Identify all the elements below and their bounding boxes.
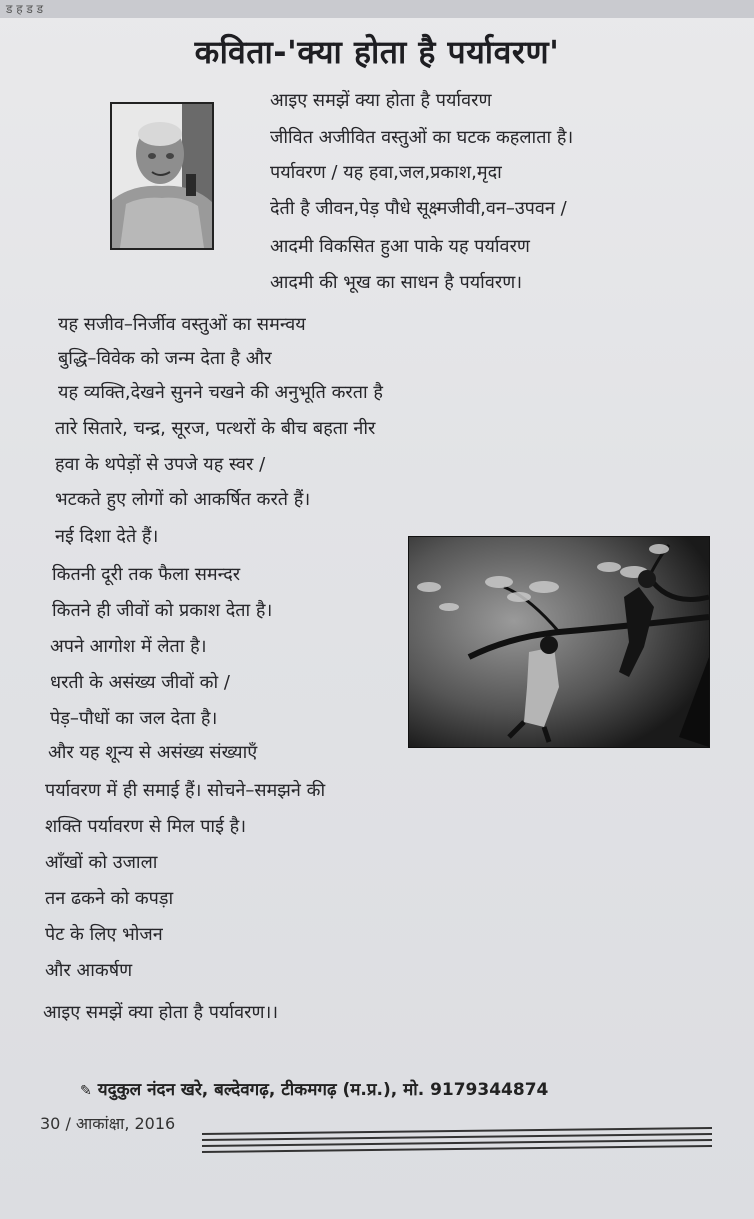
poem-line: अपने आगोश में लेता है। (50, 636, 207, 657)
footer-decorative-rules (202, 1126, 712, 1166)
children-on-tree-photo (408, 536, 710, 748)
poem-line: पेट के लिए भोजन (45, 924, 163, 945)
author-portrait (110, 102, 214, 250)
author-credit-text: यदुकुल नंदन खरे, बल्देवगढ़, टीकमगढ़ (म.प्र.), मो. 9179344874 (97, 1080, 549, 1100)
poem-line: आइए समझें क्या होता है पर्यावरण।। (43, 1002, 279, 1023)
previous-page-edge (0, 0, 754, 18)
tree-illustration (409, 537, 709, 747)
poem-line: पेड़–पौधों का जल देता है। (50, 708, 218, 729)
poem-line: आँखों को उजाला (45, 852, 158, 873)
header-strip-text: ड ह ड ड (6, 2, 44, 16)
poem-line: तारे सितारे, चन्द्र, सूरज, पत्थरों के बीच बहता नीर (55, 418, 376, 439)
poem-line: धरती के असंख्य जीवों को / (50, 672, 230, 693)
pen-icon: ✎ (80, 1083, 92, 1099)
poem-line: पर्यावरण / यह हवा,जल,प्रकाश,मृदा (270, 162, 502, 183)
poem-line: जीवित अजीवित वस्तुओं का घटक कहलाता है। (270, 127, 574, 148)
poem-line: पर्यावरण में ही समाई हैं। सोचने–समझने की (45, 780, 326, 801)
poem-line: और आकर्षण (45, 960, 133, 981)
poem-line: भटकते हुए लोगों को आकर्षित करते हैं। (55, 489, 311, 510)
page-footer: 30 / आकांक्षा, 2016 (40, 1114, 176, 1133)
poem-line: बुद्धि–विवेक को जन्म देता है और (58, 348, 272, 369)
poem-line: कितनी दूरी तक फैला समन्दर (52, 564, 241, 585)
poem-line: तन ढकने को कपड़ा (45, 888, 174, 909)
poem-line: आइए समझें क्या होता है पर्यावरण (270, 90, 492, 111)
poem-line: आदमी की भूख का साधन है पर्यावरण। (270, 272, 523, 293)
author-credit (80, 1077, 548, 1100)
poem-line: यह व्यक्ति,देखने सुनने चखने की अनुभूति करता है (58, 382, 383, 403)
poem-line: देती है जीवन,पेड़ पौधे सूक्ष्मजीवी,वन–उपवन / (270, 198, 567, 219)
poem-line: आदमी विकसित हुआ पाके यह पर्यावरण (270, 236, 530, 257)
poem-line: यह सजीव–निर्जीव वस्तुओं का समन्वय (58, 314, 306, 335)
poem-line: कितने ही जीवों को प्रकाश देता है। (52, 600, 273, 621)
poem-line: शक्ति पर्यावरण से मिल पाई है। (45, 816, 247, 837)
poem-line: हवा के थपेड़ों से उपजे यह स्वर / (55, 454, 266, 475)
portrait-illustration (112, 104, 212, 248)
poem-line: और यह शून्य से असंख्य संख्याएँ (48, 742, 258, 763)
poem-title: कविता-'क्या होता है पर्यावरण' (194, 33, 560, 71)
poem-line: नई दिशा देते हैं। (55, 526, 159, 547)
